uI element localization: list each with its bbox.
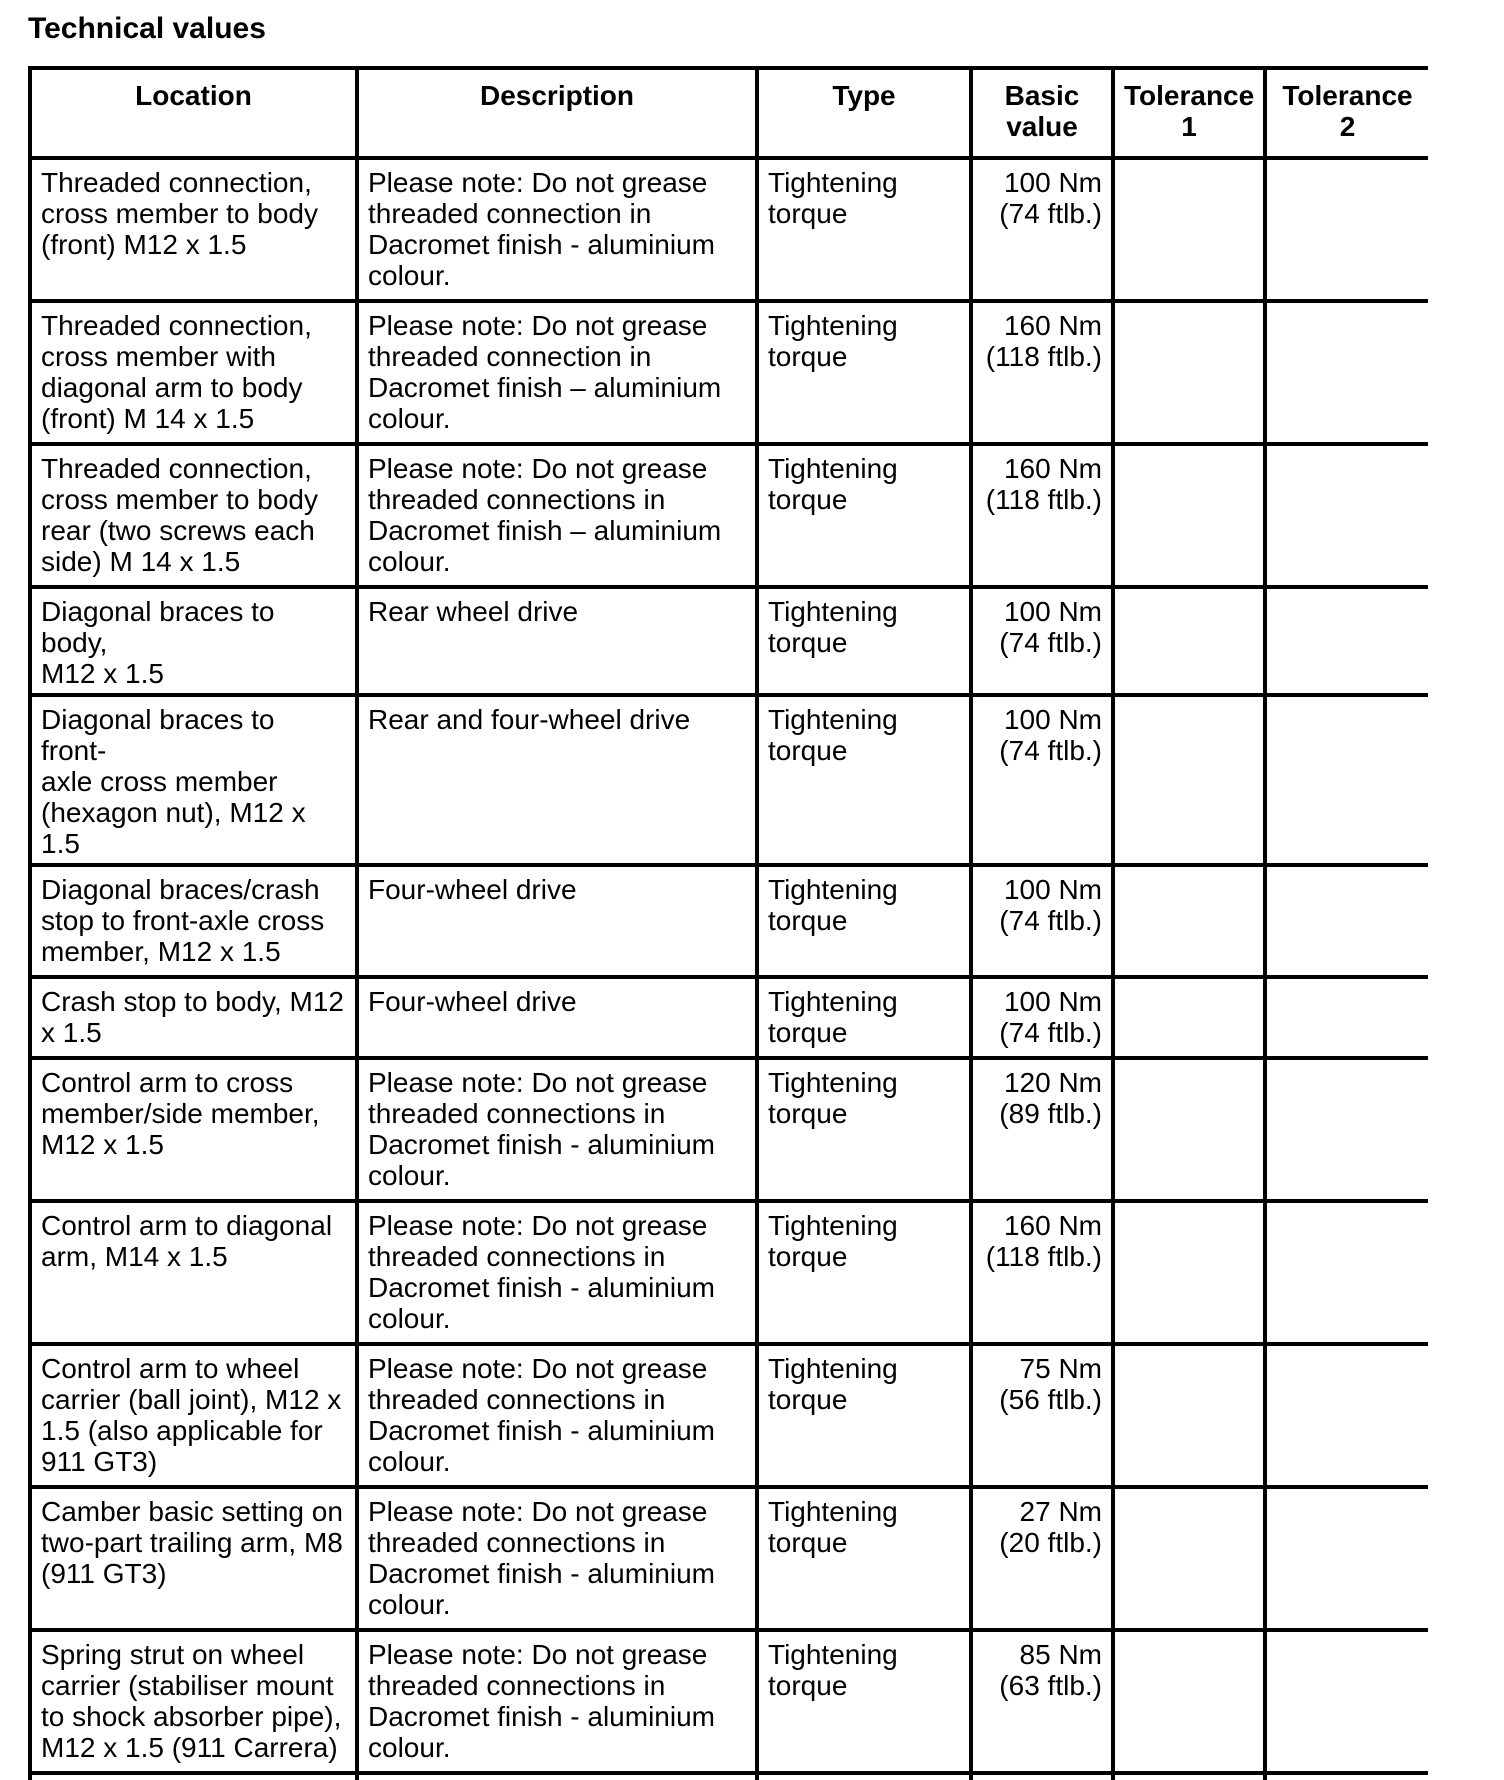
location-cell: Threaded connection, cross member to body (front) M12 x 1.5 [30, 158, 357, 301]
column-header-tolerance-1: Tolerance 1 [1113, 68, 1265, 158]
table-row [30, 158, 1428, 301]
column-header-basic-value: Basic value [971, 68, 1113, 158]
type-cell: Tightening torque [757, 301, 971, 444]
type-cell: Tightening torque [757, 444, 971, 587]
header-row [30, 68, 1428, 158]
type-cell: Tightening torque [757, 865, 971, 977]
description-cell: Please note: Do not grease threaded connections in Dacromet finish – aluminium colour. [357, 444, 757, 587]
technical-values-table-wrapper [28, 66, 1428, 1780]
tolerance-2-cell [1265, 1344, 1428, 1487]
table-row [30, 977, 1428, 1058]
type-cell: Tightening torque [757, 977, 971, 1058]
description-cell: Please note: Do not grease threaded connections in Dacromet finish - aluminium colour. [357, 1630, 757, 1773]
tolerance-1-cell [1113, 865, 1265, 977]
tolerance-2-cell [1265, 1201, 1428, 1344]
description-cell: Please note: Do not grease threaded connections in Dacromet finish - aluminium colour. [357, 1201, 757, 1344]
tolerance-1-cell [1113, 587, 1265, 695]
table-row-continued [30, 1773, 1428, 1780]
tolerance-1-cell [1113, 977, 1265, 1058]
tolerance-2-cell [1265, 444, 1428, 587]
type-cell: Tightening torque [757, 1201, 971, 1344]
type-cell: Tightening torque [757, 1058, 971, 1201]
location-cell [30, 1773, 357, 1780]
tolerance-1-cell [1113, 1344, 1265, 1487]
location-cell: Camber basic setting on two-part trailing arm, M8 (911 GT3) [30, 1487, 357, 1630]
tolerance-1-cell [1113, 1201, 1265, 1344]
tolerance-2-cell [1265, 1773, 1428, 1780]
type-cell: Tightening torque [757, 158, 971, 301]
basic-value-cell: 160 Nm (118 ftlb.) [971, 1201, 1113, 1344]
tolerance-2-cell [1265, 301, 1428, 444]
description-cell: Four-wheel drive [357, 865, 757, 977]
location-cell: Threaded connection, cross member to body rear (two screws each side) M 14 x 1.5 [30, 444, 357, 587]
table-row [30, 695, 1428, 865]
table-row [30, 587, 1428, 695]
technical-values-table [28, 66, 1428, 1780]
table-row [30, 1630, 1428, 1773]
tolerance-2-cell [1265, 977, 1428, 1058]
tolerance-2-cell [1265, 158, 1428, 301]
tolerance-2-cell [1265, 587, 1428, 695]
location-cell: Control arm to diagonal arm, M14 x 1.5 [30, 1201, 357, 1344]
basic-value-cell: 100 Nm (74 ftlb.) [971, 695, 1113, 865]
type-cell: Tightening torque [757, 1630, 971, 1773]
basic-value-cell: 100 Nm (74 ftlb.) [971, 158, 1113, 301]
tolerance-2-cell [1265, 865, 1428, 977]
table-row [30, 1344, 1428, 1487]
table-row [30, 301, 1428, 444]
table-row [30, 865, 1428, 977]
location-cell: Diagonal braces/crash stop to front-axle cross member, M12 x 1.5 [30, 865, 357, 977]
page-title: Technical values [28, 12, 266, 45]
description-cell: Four-wheel drive [357, 977, 757, 1058]
location-cell: Control arm to cross member/side member, M12 x 1.5 [30, 1058, 357, 1201]
table-row [30, 1201, 1428, 1344]
basic-value-cell: 27 Nm (20 ftlb.) [971, 1487, 1113, 1630]
tolerance-1-cell [1113, 695, 1265, 865]
tolerance-1-cell [1113, 301, 1265, 444]
location-cell: Crash stop to body, M12 x 1.5 [30, 977, 357, 1058]
type-cell: Tightening torque [757, 1487, 971, 1630]
tolerance-1-cell [1113, 1487, 1265, 1630]
column-header-location: Location [30, 68, 357, 158]
tolerance-1-cell [1113, 1773, 1265, 1780]
description-cell: Please note: Do not grease threaded connections in Dacromet finish - aluminium colour. [357, 1487, 757, 1630]
location-cell: Threaded connection, cross member with diagonal arm to body (front) M 14 x 1.5 [30, 301, 357, 444]
basic-value-cell: 120 Nm (89 ftlb.) [971, 1058, 1113, 1201]
table-row [30, 1058, 1428, 1201]
tolerance-1-cell [1113, 1630, 1265, 1773]
table-row [30, 444, 1428, 587]
basic-value-cell [971, 1773, 1113, 1780]
tolerance-2-cell [1265, 1487, 1428, 1630]
tolerance-1-cell [1113, 158, 1265, 301]
description-cell: Please note: Do not grease threaded connection in Dacromet finish – aluminium colour. [357, 301, 757, 444]
type-cell: Tightening torque [757, 1344, 971, 1487]
column-header-tolerance-2: Tolerance 2 [1265, 68, 1428, 158]
description-cell: Please note: Do not grease threaded connections in Dacromet finish - aluminium colour. [357, 1058, 757, 1201]
type-cell: Tightening torque [757, 695, 971, 865]
basic-value-cell: 75 Nm (56 ftlb.) [971, 1344, 1113, 1487]
location-cell: Spring strut on wheel carrier (stabiliser mount to shock absorber pipe), M12 x 1.5 (911 Carrera) [30, 1630, 357, 1773]
tolerance-2-cell [1265, 1058, 1428, 1201]
location-cell: Control arm to wheel carrier (ball joint), M12 x 1.5 (also applicable for 911 GT3) [30, 1344, 357, 1487]
column-header-description: Description [357, 68, 757, 158]
basic-value-cell: 160 Nm (118 ftlb.) [971, 301, 1113, 444]
description-cell [357, 1773, 757, 1780]
tolerance-1-cell [1113, 444, 1265, 587]
tolerance-2-cell [1265, 1630, 1428, 1773]
tolerance-2-cell [1265, 695, 1428, 865]
basic-value-cell: 160 Nm (118 ftlb.) [971, 444, 1113, 587]
description-cell: Please note: Do not grease threaded connections in Dacromet finish - aluminium colour. [357, 1344, 757, 1487]
table-row [30, 1487, 1428, 1630]
description-cell: Rear and four-wheel drive [357, 695, 757, 865]
basic-value-cell: 100 Nm (74 ftlb.) [971, 587, 1113, 695]
location-cell: Diagonal braces to body, M12 x 1.5 [30, 587, 357, 695]
type-cell: Tightening torque [757, 587, 971, 695]
location-cell: Diagonal braces to front- axle cross member (hexagon nut), M12 x 1.5 [30, 695, 357, 865]
basic-value-cell: 85 Nm (63 ftlb.) [971, 1630, 1113, 1773]
tolerance-1-cell [1113, 1058, 1265, 1201]
description-cell: Please note: Do not grease threaded connection in Dacromet finish - aluminium colour. [357, 158, 757, 301]
type-cell [757, 1773, 971, 1780]
basic-value-cell: 100 Nm (74 ftlb.) [971, 865, 1113, 977]
basic-value-cell: 100 Nm (74 ftlb.) [971, 977, 1113, 1058]
description-cell: Rear wheel drive [357, 587, 757, 695]
column-header-type: Type [757, 68, 971, 158]
